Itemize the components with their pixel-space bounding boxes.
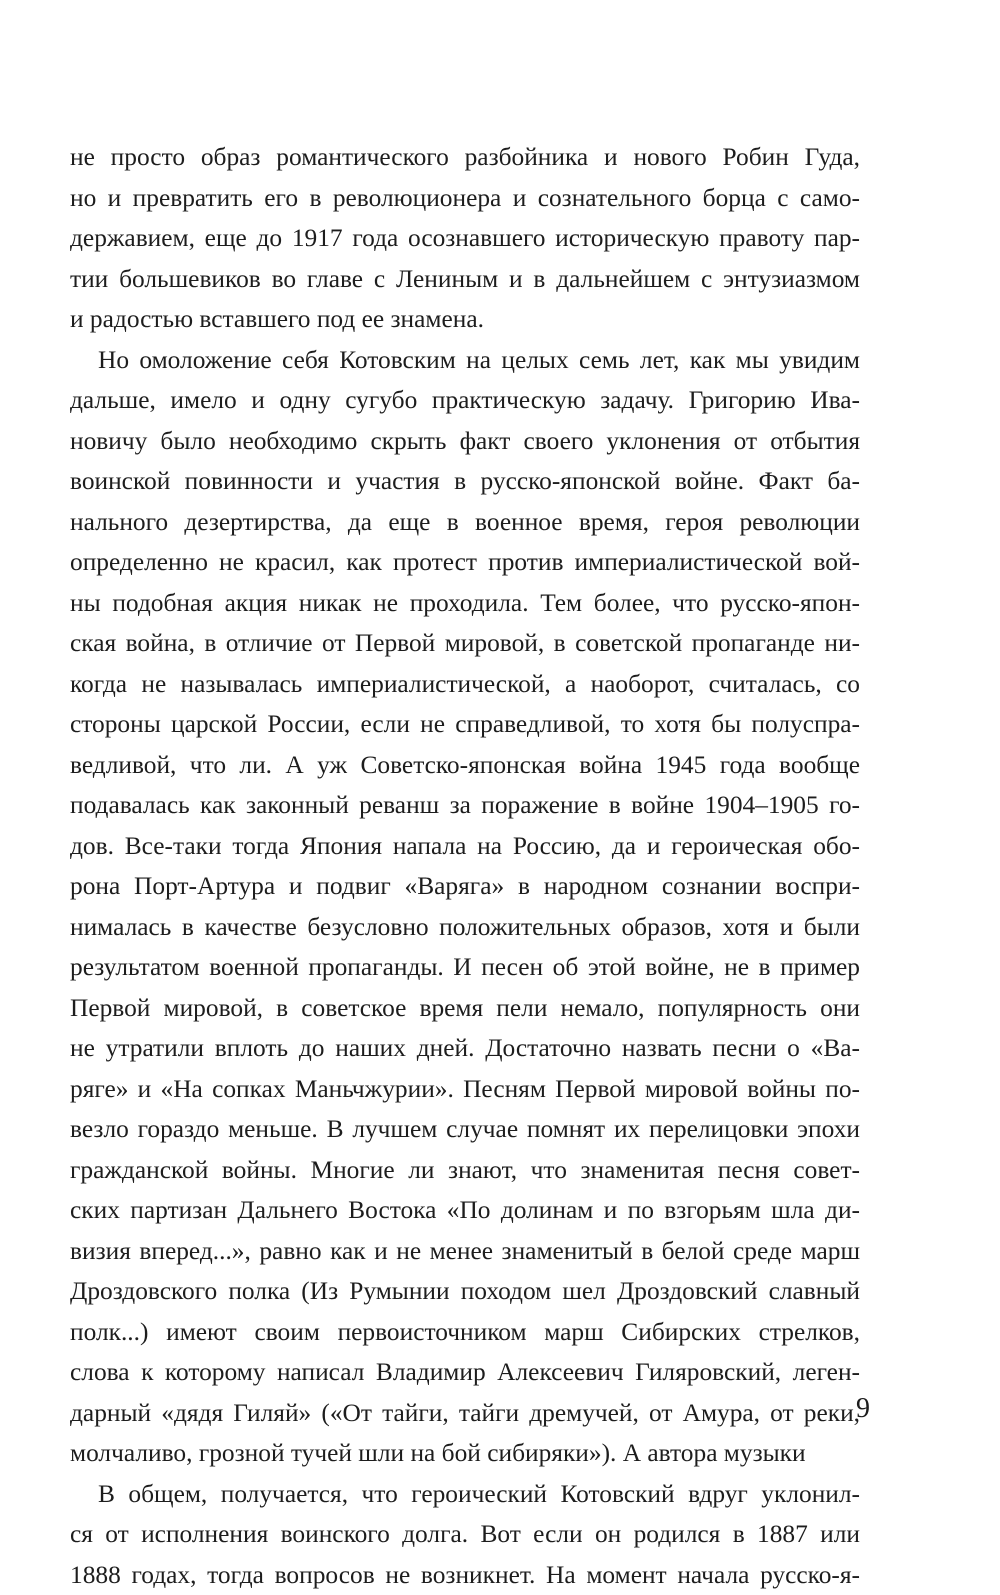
text-line: не утратили вплоть до наших дней. Достаточно назвать песни о «Ва-: [70, 1028, 860, 1069]
text-line: визия вперед...», равно как и не менее знаменитый в белой среде марш: [70, 1231, 860, 1272]
text-line: стороны царской России, если не справедливой, то хотя бы полуспра-: [70, 704, 860, 745]
text-line: когда не называлась империалистической, а наоборот, считалась, со: [70, 664, 860, 705]
text-line: дов. Все-таки тогда Япония напала на Россию, да и героическая обо-: [70, 826, 860, 867]
page-text: [70, 137, 860, 1595]
text-line: нального дезертирства, да еще в военное время, героя революции: [70, 502, 860, 543]
page-number: 9: [830, 1393, 870, 1425]
text-line: ны подобная акция никак не проходила. Тем более, что русско-япон-: [70, 583, 860, 624]
text-line: гражданской войны. Многие ли знают, что знаменитая песня совет-: [70, 1150, 860, 1191]
text-line: дарный «дядя Гиляй» («От тайги, тайги дремучей, от Амура, от реки,: [70, 1393, 860, 1434]
text-line: не просто образ романтического разбойника и нового Робин Гуда,: [70, 137, 860, 178]
text-line: ских партизан Дальнего Востока «По долинам и по взгорьям шла ди-: [70, 1190, 860, 1231]
text-line: Но омоложение себя Котовским на целых семь лет, как мы увидим: [70, 340, 860, 381]
text-line: державием, еще до 1917 года осознавшего историческую правоту пар-: [70, 218, 860, 259]
text-line: ская война, в отличие от Первой мировой, в советской пропаганде ни-: [70, 623, 860, 664]
text-line: слова к которому написал Владимир Алексеевич Гиляровский, леген-: [70, 1352, 860, 1393]
text-line: тии большевиков во главе с Лениным и в дальнейшем с энтузиазмом: [70, 259, 860, 300]
text-line: подавалась как законный реванш за поражение в войне 1904–1905 го-: [70, 785, 860, 826]
text-line: определенно не красил, как протест против империалистической вой-: [70, 542, 860, 583]
text-line: ся от исполнения воинского долга. Вот если он родился в 1887 или: [70, 1514, 860, 1555]
text-line: Дроздовского полка (Из Румынии походом шел Дроздовский славный: [70, 1271, 860, 1312]
text-line: Первой мировой, в советское время пели немало, популярность они: [70, 988, 860, 1029]
text-line: 1888 годах, тогда вопросов не возникнет. На момент начала русско-я-: [70, 1555, 860, 1595]
text-line: полк...) имеют своим первоисточником марш Сибирских стрелков,: [70, 1312, 860, 1353]
text-line: и радостью вставшего под ее знамена.: [70, 299, 860, 340]
text-line: везло гораздо меньше. В лучшем случае помнят их перелицовки эпохи: [70, 1109, 860, 1150]
text-line: но и превратить его в революционера и сознательного борца с само-: [70, 178, 860, 219]
text-line: воинской повинности и участия в русско-японской войне. Факт ба-: [70, 461, 860, 502]
text-line: результатом военной пропаганды. И песен об этой войне, не в пример: [70, 947, 860, 988]
text-line: рона Порт-Артура и подвиг «Варяга» в народном сознании воспри-: [70, 866, 860, 907]
text-line: нималась в качестве безусловно положительных образов, хотя и были: [70, 907, 860, 948]
text-line: дальше, имело и одну сугубо практическую задачу. Григорию Ива-: [70, 380, 860, 421]
text-line: ряге» и «На сопках Маньчжурии». Песням Первой мировой войны по-: [70, 1069, 860, 1110]
text-line: молчаливо, грозной тучей шли на бой сибиряки»). А автора музыки: [70, 1433, 860, 1474]
text-line: В общем, получается, что героический Котовский вдруг уклонил-: [70, 1474, 860, 1515]
text-line: ведливой, что ли. А уж Советско-японская война 1945 года вообще: [70, 745, 860, 786]
text-line: новичу было необходимо скрыть факт своего уклонения от отбытия: [70, 421, 860, 462]
